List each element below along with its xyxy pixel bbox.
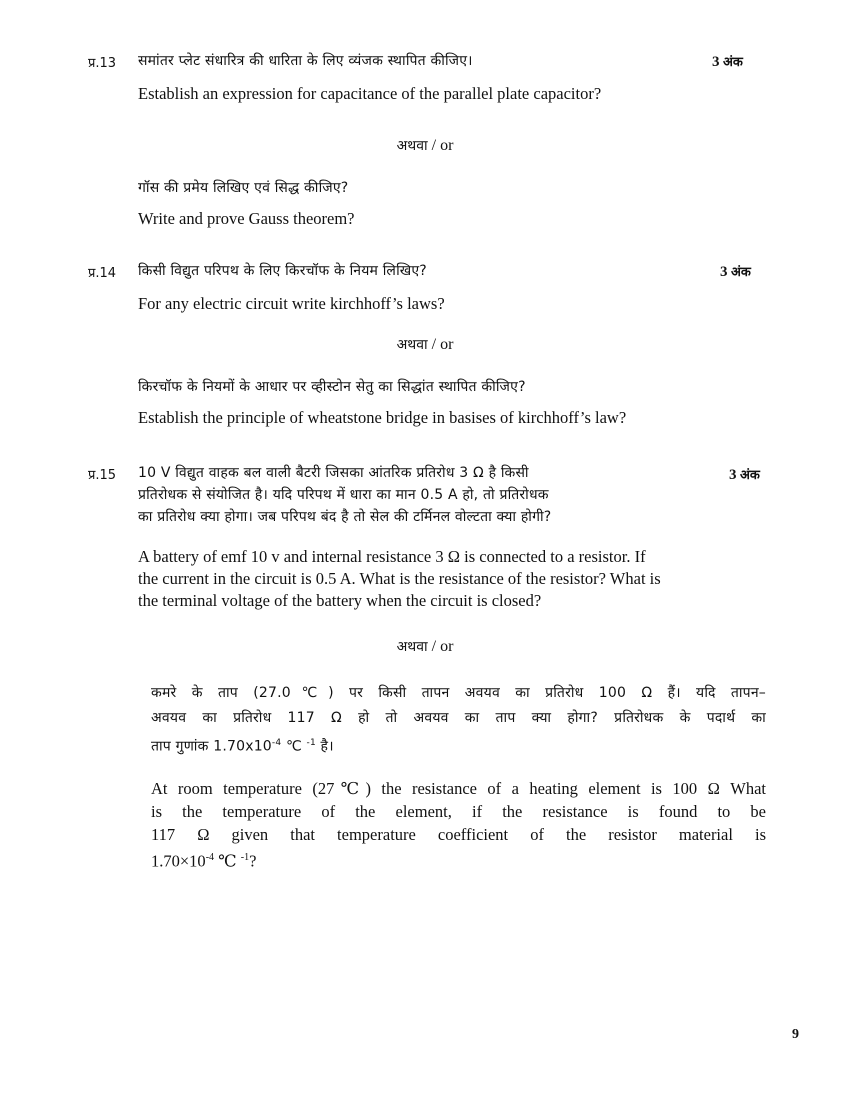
q14-alt-english-text: Establish the principle of wheatstone bridge in basises of kirchhoff’s law? [138, 408, 627, 427]
q15-alt-english-line: is the temperature of the element, if the resistance is found to be [151, 802, 766, 821]
q15-hindi-line: 10 V विद्युत वाहक बल वाली बैटरी जिसका आंतरिक प्रतिरोध 3 Ω है किसी [138, 465, 529, 481]
q13-marks [712, 52, 743, 71]
q13-alt-english-text: Write and prove Gauss theorem? [138, 209, 355, 228]
exponent: -4 [205, 852, 215, 863]
q13-hindi-text: समांतर प्लेट संधारित्र की धारिता के लिए व्यंजक स्थापित कीजिए। [138, 53, 473, 69]
q15-hindi-line: का प्रतिरोध क्या होगा। जब परिपथ बंद है तो सेल की टर्मिनल वोल्टता क्या होगी? [138, 509, 552, 525]
q15-alt-english-line: 117 Ω given that temperature coefficient of the resistor material is [151, 825, 766, 844]
q15-english-line: A battery of emf 10 v and internal resistance 3 Ω is connected to a resistor. If [138, 547, 646, 566]
q15-or-separator [0, 637, 850, 656]
or-hindi: अथवा [396, 138, 428, 154]
q15-alt-hindi-line: कमरे के ताप (27.0℃) पर किसी तापन अवयव का प्रतिरोध 100 Ω हैं। यदि तापन– [151, 685, 766, 701]
question-number-15: प्र.15 [88, 468, 117, 483]
q15-english-text [138, 546, 758, 612]
q14-marks-value: 3 [720, 264, 728, 280]
q13-marks-value: 3 [712, 54, 720, 70]
q13-marks-label: अंक [723, 55, 743, 70]
or-english: / or [431, 336, 454, 353]
suffix: है। [315, 738, 334, 755]
q14-or-separator [0, 335, 850, 354]
coefficient-value: ताप गुणांक 1.70x10 [151, 738, 272, 755]
or-english: / or [431, 638, 454, 655]
coefficient-value: 1.70×10 [151, 851, 206, 871]
q15-marks-value: 3 [729, 467, 737, 483]
q14-english-text: For any electric circuit write kirchhoff’s laws? [138, 294, 445, 313]
q15-alt-english-text [151, 777, 766, 873]
q15-alt-hindi-line: अवयव का प्रतिरोध 117 Ω हो तो अवयव का ताप क्या होगा? प्रतिरोधक के पदार्थ का [151, 710, 766, 726]
q15-alt-english-line: At room temperature (27℃) the resistance of a heating element is 100 Ω What [151, 779, 766, 798]
q14-alt-hindi-text: किरचॉफ के नियमों के आधार पर व्हीस्टोन सेतु का सिद्धांत स्थापित कीजिए? [138, 379, 526, 395]
q14-marks [720, 262, 751, 281]
q13-alt-hindi-text: गॉस की प्रमेय लिखिए एवं सिद्ध कीजिए? [138, 180, 349, 196]
q15-alt-english-line-last [151, 846, 766, 873]
unit: ℃ [214, 851, 241, 871]
q15-marks-label: अंक [740, 468, 760, 483]
suffix: ? [249, 851, 257, 871]
q13-english-text: Establish an expression for capacitance of the parallel plate capacitor? [138, 84, 602, 103]
exponent: -1 [240, 852, 250, 863]
exponent: -4 [271, 738, 282, 748]
q15-alt-hindi-line-last [151, 731, 766, 760]
q15-english-line: the current in the circuit is 0.5 A. What is the resistance of the resistor? What is [138, 569, 661, 588]
or-english: / or [431, 137, 454, 154]
or-hindi: अथवा [396, 639, 428, 655]
q15-marks [729, 465, 760, 484]
page-number: 9 [792, 1027, 799, 1042]
question-number-13: प्र.13 [88, 56, 117, 71]
q15-hindi-line: प्रतिरोधक से संयोजित है। यदि परिपथ में धारा का मान 0.5 A हो, तो प्रतिरोधक [138, 487, 549, 503]
question-number-14: प्र.14 [88, 266, 117, 281]
q13-or-separator [0, 136, 850, 155]
or-hindi: अथवा [396, 337, 428, 353]
q14-marks-label: अंक [731, 265, 751, 280]
q15-alt-hindi-text [151, 681, 766, 760]
q15-hindi-text [138, 462, 718, 528]
exponent: -1 [306, 738, 316, 748]
q15-english-line: the terminal voltage of the battery when the circuit is closed? [138, 591, 542, 610]
q14-hindi-text: किसी विद्युत परिपथ के लिए किरचॉफ के नियम लिखिए? [138, 263, 427, 279]
unit: ℃ [281, 738, 307, 755]
